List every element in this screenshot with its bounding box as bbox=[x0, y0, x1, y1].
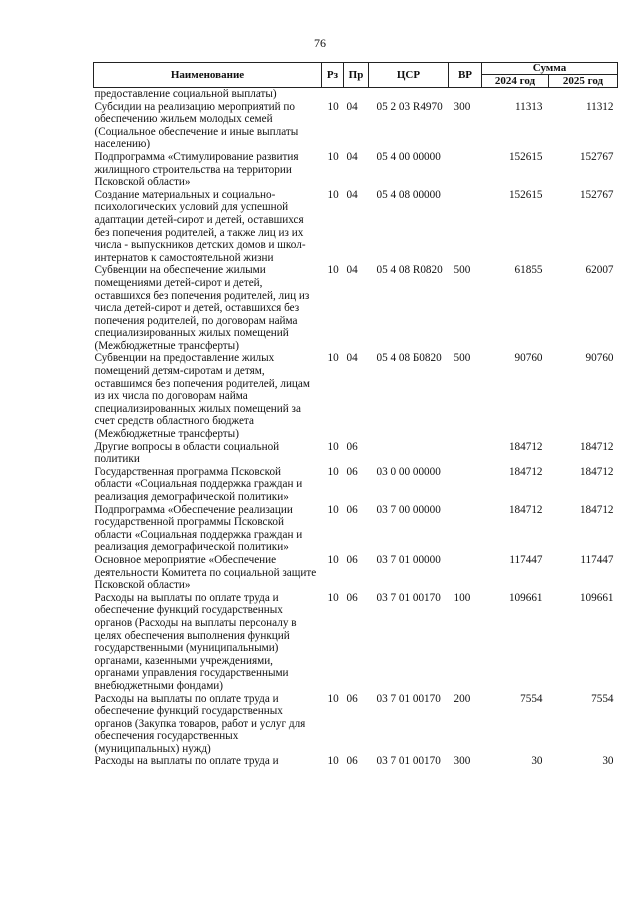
row-csr bbox=[369, 441, 449, 466]
row-name: Подпрограмма «Стимулирование развития жилищного строительства на территории Псковской области» bbox=[94, 150, 299, 189]
row-vr: 100 bbox=[453, 591, 471, 604]
row-csr: 05 4 00 00000 bbox=[376, 150, 441, 163]
table-row bbox=[94, 88, 618, 101]
row-sum-2024: 61855 bbox=[514, 264, 543, 277]
row-pr: 06 bbox=[346, 465, 358, 478]
row-name: Расходы на выплаты по оплате труда и обеспечение функций государственных органов (Закупка товаров, работ и услуг для обеспечения государственных (муниципальных) нужд) bbox=[94, 692, 306, 755]
table-header bbox=[94, 63, 618, 88]
row-sum-2025: 7554 bbox=[591, 692, 614, 705]
row-sum-2024: 30 bbox=[531, 755, 543, 768]
table-row bbox=[94, 151, 618, 189]
row-vr bbox=[449, 88, 482, 101]
row-rz: 10 bbox=[327, 440, 339, 453]
row-sum-2025: 90760 bbox=[585, 352, 614, 365]
header-vr: ВР bbox=[449, 63, 482, 88]
header-sum: Сумма bbox=[482, 63, 618, 75]
row-sum-2025 bbox=[549, 88, 618, 101]
table-row bbox=[94, 755, 618, 768]
row-rz: 10 bbox=[327, 553, 339, 566]
row-name: Государственная программа Псковской области «Социальная поддержка граждан и реализация демографической политики» bbox=[94, 465, 303, 503]
row-name: Расходы на выплаты по оплате труда и обеспечение функций государственных органов (Расходы на выплаты персоналу в целях обеспечения выполнения функций государственными (муниципальными) органами, казенными учреждениями, органами управления государственными внебюджетными фондами) bbox=[94, 591, 297, 692]
row-rz: 10 bbox=[327, 692, 339, 705]
row-vr: 300 bbox=[453, 755, 471, 768]
row-vr: 500 bbox=[453, 352, 471, 365]
row-name: Основное мероприятие «Обеспечение деятельности Комитета по социальной защите Псковской области» bbox=[94, 553, 317, 592]
row-csr: 03 7 00 00000 bbox=[376, 503, 441, 516]
row-vr bbox=[449, 151, 482, 189]
header-pr: Пр bbox=[344, 63, 369, 88]
header-rz: Рз bbox=[322, 63, 344, 88]
header-name: Наименование bbox=[94, 63, 322, 88]
row-pr: 04 bbox=[346, 352, 358, 365]
row-csr: 03 7 01 00170 bbox=[376, 591, 441, 604]
row-csr: 03 7 01 00170 bbox=[376, 692, 441, 705]
row-csr: 03 0 00 00000 bbox=[376, 465, 441, 478]
row-csr: 05 2 03 R4970 bbox=[376, 100, 443, 113]
row-pr bbox=[344, 88, 369, 101]
row-pr: 06 bbox=[346, 503, 358, 516]
row-rz: 10 bbox=[327, 503, 339, 516]
row-rz: 10 bbox=[327, 150, 339, 163]
row-sum-2024: 152615 bbox=[508, 150, 543, 163]
table-row bbox=[94, 466, 618, 504]
row-sum-2024: 117447 bbox=[509, 553, 543, 566]
table-row bbox=[94, 554, 618, 592]
table-row bbox=[94, 189, 618, 265]
row-sum-2024: 7554 bbox=[520, 692, 543, 705]
row-pr: 06 bbox=[346, 591, 358, 604]
row-rz bbox=[322, 88, 344, 101]
row-sum-2024: 11313 bbox=[514, 100, 543, 113]
row-name: предоставление социальной выплаты) bbox=[94, 88, 277, 100]
row-vr bbox=[449, 441, 482, 466]
row-sum-2025: 62007 bbox=[585, 264, 614, 277]
row-pr: 06 bbox=[346, 755, 358, 768]
header-csr: ЦСР bbox=[369, 63, 449, 88]
row-vr bbox=[449, 504, 482, 554]
row-rz: 10 bbox=[327, 352, 339, 365]
row-name: Подпрограмма «Обеспечение реализации государственной программы Псковской области «Социальная поддержка граждан и реализация демографической политики» bbox=[94, 503, 303, 554]
header-year-2025: 2025 год bbox=[549, 75, 618, 88]
table-row bbox=[94, 101, 618, 151]
row-rz: 10 bbox=[327, 755, 339, 768]
row-sum-2025: 184712 bbox=[579, 465, 614, 478]
row-name: Другие вопросы в области социальной политики bbox=[94, 440, 280, 466]
row-sum-2025: 30 bbox=[602, 755, 614, 768]
row-sum-2025: 184712 bbox=[579, 440, 614, 453]
row-csr: 03 7 01 00170 bbox=[376, 755, 441, 768]
row-pr: 04 bbox=[346, 188, 358, 201]
table-row bbox=[94, 693, 618, 756]
row-vr bbox=[449, 466, 482, 504]
row-vr bbox=[449, 554, 482, 592]
row-rz: 10 bbox=[327, 264, 339, 277]
row-sum-2024: 152615 bbox=[508, 188, 543, 201]
row-csr: 03 7 01 00000 bbox=[376, 553, 441, 566]
row-name: Субсидии на реализацию мероприятий по обеспечению жильем молодых семей (Социальное обеспечение и иные выплаты населению) bbox=[94, 100, 299, 151]
table-row bbox=[94, 264, 618, 352]
row-pr: 04 bbox=[346, 264, 358, 277]
table-row bbox=[94, 441, 618, 466]
row-csr bbox=[369, 88, 449, 101]
row-sum-2025: 184712 bbox=[579, 503, 614, 516]
row-name: Создание материальных и социально-психологических условий для успешной адаптации детей-сирот и детей, оставшихся без попечения родителей, а также лиц из их числа - выпускников детских домов и школ-интернатов к самостоятельной жизни bbox=[94, 188, 306, 264]
table-body bbox=[94, 88, 618, 769]
row-vr: 500 bbox=[453, 264, 471, 277]
row-sum-2025: 117447 bbox=[580, 553, 614, 566]
row-sum-2024: 109661 bbox=[508, 591, 543, 604]
row-rz: 10 bbox=[327, 100, 339, 113]
row-csr: 05 4 08 R0820 bbox=[376, 264, 443, 277]
row-sum-2025: 152767 bbox=[579, 150, 614, 163]
row-csr: 05 4 08 Б0820 bbox=[376, 352, 442, 365]
row-vr: 200 bbox=[453, 692, 471, 705]
row-name: Субвенции на предоставление жилых помещений детям-сиротам и детям, оставшимся без попечения родителей, лицам из их числа по договорам найма специализированных жилых помещений за счет средств областного бюджета (Межбюджетные трансферты) bbox=[94, 352, 310, 441]
header-year-2024: 2024 год bbox=[482, 75, 549, 88]
row-rz: 10 bbox=[327, 188, 339, 201]
row-sum-2025: 11312 bbox=[585, 100, 614, 113]
row-pr: 04 bbox=[346, 100, 358, 113]
row-vr: 300 bbox=[453, 100, 471, 113]
row-rz: 10 bbox=[327, 591, 339, 604]
row-rz: 10 bbox=[327, 465, 339, 478]
row-pr: 06 bbox=[346, 553, 358, 566]
row-sum-2024: 184712 bbox=[508, 503, 543, 516]
budget-table bbox=[93, 62, 618, 768]
row-name: Субвенции на обеспечение жилыми помещениями детей-сирот и детей, оставшихся без попечения родителей, лиц из числа детей-сирот и детей, оставшихся без попечения родителей, по договорам найма специализированных жилых помещений (Межбюджетные трансферты) bbox=[94, 264, 310, 352]
row-name: Расходы на выплаты по оплате труда и bbox=[94, 755, 279, 768]
row-sum-2024: 184712 bbox=[508, 465, 543, 478]
row-pr: 06 bbox=[346, 692, 358, 705]
row-sum-2025: 152767 bbox=[579, 188, 614, 201]
page-number: 76 bbox=[314, 36, 326, 50]
row-sum-2024: 90760 bbox=[514, 352, 543, 365]
row-csr: 05 4 08 00000 bbox=[376, 188, 441, 201]
row-sum-2024 bbox=[482, 88, 549, 101]
row-sum-2024: 184712 bbox=[508, 440, 543, 453]
row-sum-2025: 109661 bbox=[579, 591, 614, 604]
row-pr: 06 bbox=[346, 440, 358, 453]
row-vr bbox=[449, 189, 482, 265]
table-row bbox=[94, 592, 618, 693]
table-row bbox=[94, 352, 618, 440]
table-row bbox=[94, 504, 618, 554]
row-pr: 04 bbox=[346, 150, 358, 163]
